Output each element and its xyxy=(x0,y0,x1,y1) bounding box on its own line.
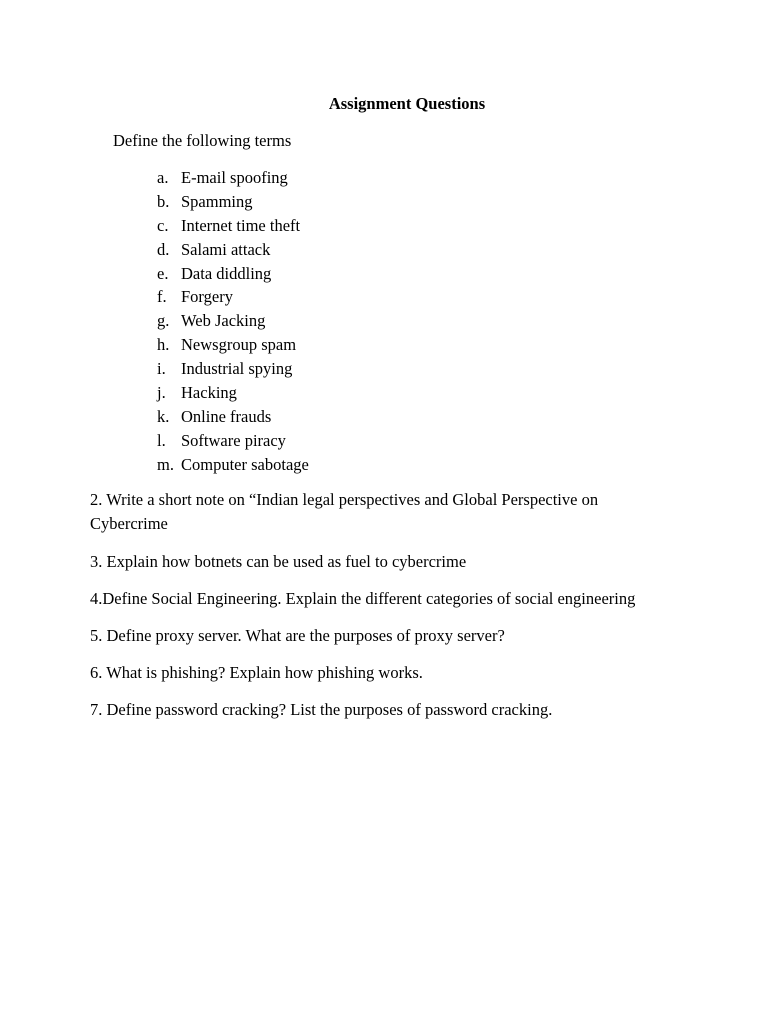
list-marker: b. xyxy=(157,191,170,211)
list-marker: a. xyxy=(157,168,169,187)
list-item-text: E-mail spoofing xyxy=(181,168,288,187)
list-item-text: Hacking xyxy=(181,383,237,403)
question-7: 7. Define password cracking? List the purposes of password cracking. xyxy=(90,700,553,719)
question-6: 6. What is phishing? Explain how phishing works. xyxy=(90,663,423,682)
question-4: 4.Define Social Engineering. Explain the different categories of social engineering xyxy=(90,589,636,608)
list-item-text: Spamming xyxy=(181,191,253,211)
list-item-text: Forgery xyxy=(181,287,233,307)
list-item-text: Online frauds xyxy=(181,406,272,426)
question-3: 3. Explain how botnets can be used as fuel to cybercrime xyxy=(90,552,467,571)
list-item-text: Web Jacking xyxy=(181,311,266,331)
list-marker: i. xyxy=(157,359,166,379)
list-item-text: Internet time theft xyxy=(181,215,301,235)
list-marker: m. xyxy=(157,454,174,474)
page-title: Assignment Questions xyxy=(328,94,486,113)
question-2: 2. Write a short note on “Indian legal perspectives and Global Perspective on Cybercrime xyxy=(90,490,599,533)
list-marker: d. xyxy=(157,239,170,259)
list-marker: f. xyxy=(157,287,167,307)
question-5: 5. Define proxy server. What are the purposes of proxy server? xyxy=(90,626,505,645)
list-item-text: Software piracy xyxy=(181,430,286,450)
list-item-text: Salami attack xyxy=(181,239,271,259)
list-marker: k. xyxy=(157,406,170,426)
list-item-text: Computer sabotage xyxy=(181,454,309,474)
list-marker: e. xyxy=(157,263,169,283)
list-item-text: Industrial spying xyxy=(181,359,293,379)
list-marker: h. xyxy=(157,335,170,355)
list-item-text: Newsgroup spam xyxy=(181,335,297,355)
list-marker: j. xyxy=(157,383,166,403)
list-marker: l. xyxy=(157,430,166,450)
intro-text: Define the following terms xyxy=(113,131,292,150)
list-marker: c. xyxy=(157,215,169,235)
list-marker: g. xyxy=(157,311,170,331)
list-item-text: Data diddling xyxy=(181,263,272,283)
